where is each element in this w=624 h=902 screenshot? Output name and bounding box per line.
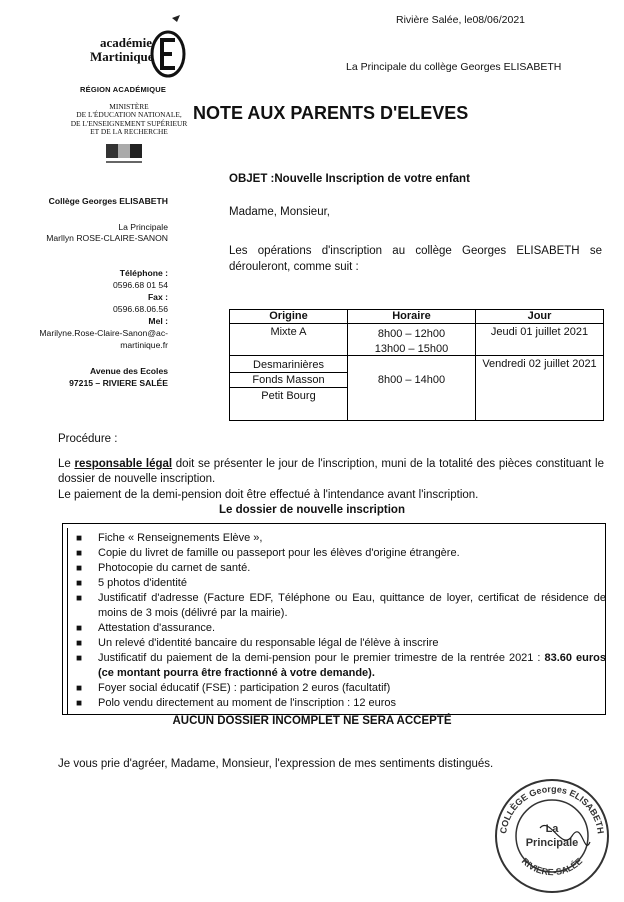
stamp-center-principale: Principale xyxy=(525,837,579,849)
ministry-line: DE L'ÉDUCATION NATIONALE, xyxy=(76,110,182,120)
row1-jour: Jeudi 01 juillet 2021 xyxy=(490,326,589,338)
list-item: ■ Fiche « Renseignements Elève », xyxy=(76,532,263,544)
row1-horaire1: 8h00 – 12h00 xyxy=(377,328,446,340)
list-item: ■ Photocopie du carnet de santé. xyxy=(76,562,251,574)
list-item: ■ Un relevé d'identité bancaire du responsable légal de l'élève à inscrire xyxy=(76,637,439,649)
ministry-line: DE L'ENSEIGNEMENT SUPÉRIEUR xyxy=(70,118,188,128)
demi-pension-note: Le paiement de la demi-pension doit être effectué à l'intendance avant l'inscription. xyxy=(58,489,479,501)
procedure-paragraph xyxy=(58,457,604,487)
stamp-bottom-text: RIVIERE-SALÉE xyxy=(519,855,585,878)
closing-line: Je vous prie d'agréer, Madame, Monsieur, l'expression de mes sentiments distingués. xyxy=(58,758,494,770)
principal-title: La Principale du collège Georges ELISABETH xyxy=(346,61,562,73)
row2-horaire: 8h00 – 14h00 xyxy=(377,374,446,386)
row2-origine3: Petit Bourg xyxy=(261,390,316,402)
list-item-payment: ■ Justificatif du paiement de la demi-pension pour le premier trimestre de la rentrée 2021 : 83.60 euros (ce montant pourra être fractionné à votre demande). xyxy=(76,652,606,679)
college-stamp xyxy=(492,776,612,896)
row2-origine1: Desmarinières xyxy=(253,359,324,371)
sender-college: Collège Georges ELISABETH xyxy=(48,196,168,206)
ministry-block xyxy=(64,103,194,137)
academy-e-icon xyxy=(150,14,190,80)
marianne-flag-icon xyxy=(104,142,150,166)
salutation: Madame, Monsieur, xyxy=(229,206,330,218)
document-checklist xyxy=(62,523,606,715)
row2-jour: Vendredi 02 juillet 2021 xyxy=(482,358,597,370)
mel-value-line2: martinique.fr xyxy=(120,340,168,350)
fax-label: Fax : xyxy=(147,292,168,302)
objet-line: OBJET :Nouvelle Inscription de votre enfant xyxy=(229,173,470,185)
stamp-top-text: COLLÈGE Georges ELISABETH xyxy=(498,783,606,835)
sender-name: Marllyn ROSE-CLAIRE-SANON xyxy=(46,233,168,243)
mel-value-line1: Marilyne.Rose-Claire-Sanon@ac- xyxy=(39,328,168,338)
list-item: ■ 5 photos d'identité xyxy=(76,577,187,589)
header-origine: Origine xyxy=(269,310,308,322)
mel-label: Mel : xyxy=(148,316,168,326)
list-item: ■ Justificatif d'adresse (Facture EDF, Téléphone ou Eau, quittance de loyer, certificat de résidence de moins de 3 mois (délivré par la mairie). xyxy=(76,592,606,619)
row2-origine2: Fonds Masson xyxy=(252,374,325,386)
schedule-table xyxy=(229,309,604,421)
header-horaire: Horaire xyxy=(392,310,431,322)
date-line: Rivière Salée, le08/06/2021 xyxy=(396,14,526,26)
address-line1: Avenue des Ecoles xyxy=(89,366,168,376)
ministry-line: MINISTÈRE xyxy=(109,102,149,111)
row1-origine: Mixte A xyxy=(270,326,307,338)
ministry-line: ET DE LA RECHERCHE xyxy=(90,127,168,137)
sender-role: La Principale xyxy=(118,222,168,232)
svg-text:RIVIERE-SALÉE xyxy=(520,856,585,877)
procedure-prefix: Le xyxy=(58,458,71,470)
procedure-label: Procédure : xyxy=(58,433,118,445)
list-item: ■ Polo vendu directement au moment de l'inscription : 12 euros xyxy=(76,697,397,709)
region-academique: RÉGION ACADÉMIQUE xyxy=(80,85,167,94)
tel-label: Téléphone : xyxy=(119,268,168,278)
fax-value: 0596.68.06.56 xyxy=(113,304,168,314)
address-line2: 97215 – RIVIERE SALÉE xyxy=(69,378,168,388)
stamp-center-la: La xyxy=(545,823,559,835)
list-item: ■ Copie du livret de famille ou passeport pour les élèves d'origine étrangère. xyxy=(76,547,460,559)
header-jour: Jour xyxy=(527,310,552,322)
list-item: ■ Foyer social éducatif (FSE) : participation 2 euros (facultatif) xyxy=(76,682,391,694)
note-title: NOTE AUX PARENTS D'ELEVES xyxy=(193,103,469,123)
logo-martinique-text: Martinique xyxy=(90,49,154,64)
logo-academie-text: académie xyxy=(100,35,152,50)
academie-martinique-logo xyxy=(90,14,190,80)
procedure-rest: doit se présenter le jour de l'inscription, muni de la totalité des pièces constituant le dossier de nouvelle inscription. xyxy=(58,458,604,485)
intro-paragraph: Les opérations d'inscription au collège Georges ELISABETH se dérouleront, comme suit : xyxy=(229,245,602,273)
row1-horaire2: 13h00 – 15h00 xyxy=(374,343,449,355)
dossier-title: Le dossier de nouvelle inscription xyxy=(219,504,405,516)
incomplete-warning: AUCUN DOSSIER INCOMPLET NE SERA ACCEPTÉ xyxy=(172,715,452,727)
tel-value: 0596.68 01 54 xyxy=(113,280,168,290)
list-item: ■ Attestation d'assurance. xyxy=(76,622,216,634)
responsable-legal: responsable légal xyxy=(74,458,173,470)
